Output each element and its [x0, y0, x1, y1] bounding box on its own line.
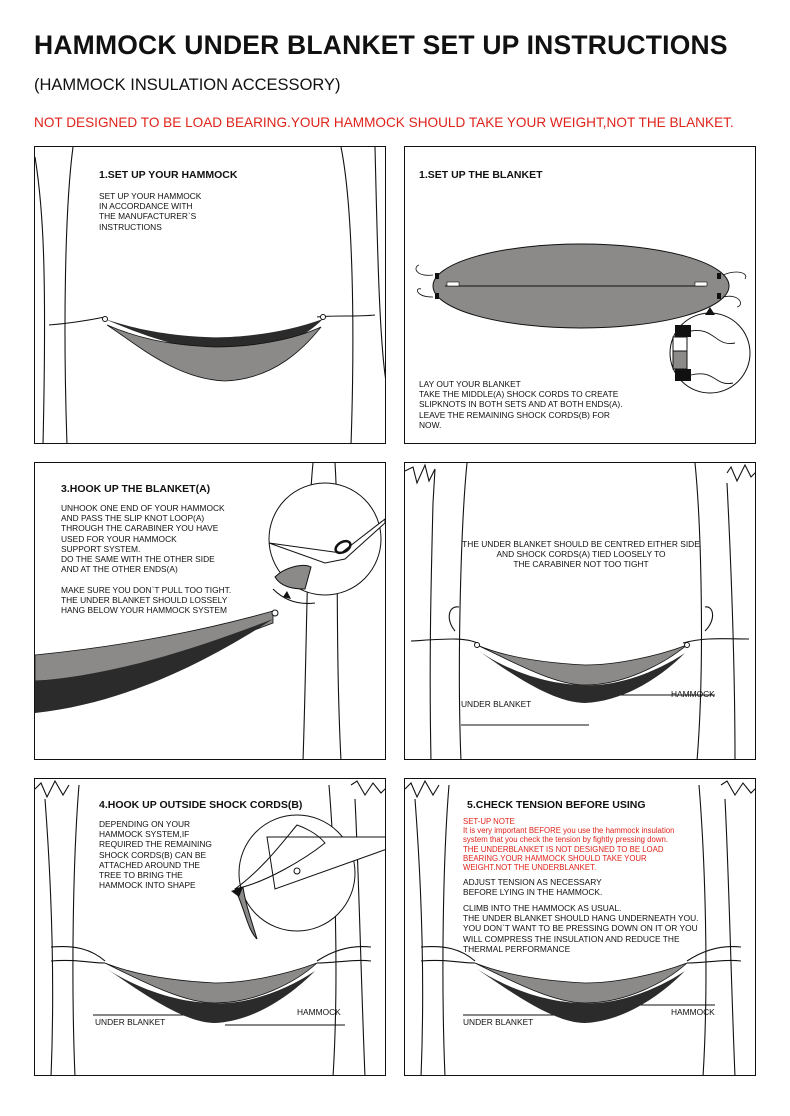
panel-centre-blanket [404, 462, 756, 760]
panel-title: 1.SET UP YOUR HAMMOCK [99, 169, 238, 181]
label-under-blanket: UNDER BLANKET [461, 699, 532, 709]
panel-instructions: THE UNDER BLANKET SHOULD BE CENTRED EITHER SIDE AND SHOCK CORDS(A) TIED LOOSELY TO THE CARABINER NOT TOO TIGHT [462, 539, 700, 570]
label-under-blanket: UNDER BLANKET [463, 1017, 534, 1027]
label-hammock: HAMMOCK [671, 1007, 715, 1017]
panel-title: 4.HOOK UP OUTSIDE SHOCK CORDS(B) [99, 799, 303, 811]
panel-set-up-hammock [34, 146, 386, 444]
panel-hook-up-blanket [34, 462, 386, 760]
panel-outside-shock-cords [34, 778, 386, 1076]
panel-instructions-caution: MAKE SURE YOU DON`T PULL TOO TIGHT. THE UNDER BLANKET SHOULD LOSSELY HANG BELOW YOUR HAMMOCK SYSTEM [61, 585, 232, 616]
centred-blanket-illustration [405, 463, 756, 760]
page-subtitle: (HAMMOCK INSULATION ACCESSORY) [34, 76, 341, 94]
panel-instructions: ADJUST TENSION AS NECESSARY BEFORE LYING IN THE HAMMOCK. [463, 877, 603, 898]
panel-title: 5.CHECK TENSION BEFORE USING [467, 799, 646, 811]
panel-title: 1.SET UP THE BLANKET [419, 169, 543, 181]
panel-instructions: LAY OUT YOUR BLANKET TAKE THE MIDDLE(A) SHOCK CORDS TO CREATE SLIPKNOTS IN BOTH SETS AND AT BOTH ENDS(A). LEAVE THE REMAINING SHOCK CORDS(B) FOR NOW. [419, 379, 623, 430]
panel-instructions: UNHOOK ONE END OF YOUR HAMMOCK AND PASS THE SLIP KNOT LOOP(A) THROUGH THE CARABINER YOU HAVE USED FOR YOUR HAMMOCK SUPPORT SYSTEM. DO THE SAME WITH THE OTHER SIDE AND AT THE OTHER ENDS(A) [61, 503, 225, 575]
label-hammock: HAMMOCK [297, 1007, 341, 1017]
panel-check-tension [404, 778, 756, 1076]
panel-instructions-usage: CLIMB INTO THE HAMMOCK AS USUAL. THE UNDER BLANKET SHOULD HANG UNDERNEATH YOU. YOU DON`T WANT TO BE PRESSING DOWN ON IT OR YOU WILL COMPRESS THE INSULATION AND REDUCE THE THERMAL PERFORMANCE [463, 903, 699, 954]
load-warning: NOT DESIGNED TO BE LOAD BEARING.YOUR HAMMOCK SHOULD TAKE YOUR WEIGHT,NOT THE BLANKET. [34, 115, 734, 130]
panel-instructions: SET UP YOUR HAMMOCK IN ACCORDANCE WITH THE MANUFACTURER`S INSTRUCTIONS [99, 191, 202, 232]
set-up-note: SET-UP NOTE It is very important BEFORE you use the hammock insulation system that you check the tension by fightly pressing down. THE UNDERBLANKET IS NOT DESIGNED TO BE LOAD BEARING.YOUR HAMMOCK SHOULD TAKE YOUR WEIGHT.NOT THE UNDERBLANKET. [463, 817, 675, 873]
panel-instructions: DEPENDING ON YOUR HAMMOCK SYSTEM,IF REQUIRED THE REMAINING SHOCK CORDS(B) CAN BE ATTACHED AROUND THE TREE TO BRING THE HAMMOCK INTO SHAPE [99, 819, 212, 891]
page-title: HAMMOCK UNDER BLANKET SET UP INSTRUCTIONS [34, 30, 728, 60]
hammock-trees-illustration [35, 147, 386, 444]
label-hammock: HAMMOCK [671, 689, 715, 699]
panel-title: 3.HOOK UP THE BLANKET(A) [61, 483, 211, 495]
panel-set-up-blanket [404, 146, 756, 444]
label-under-blanket: UNDER BLANKET [95, 1017, 166, 1027]
